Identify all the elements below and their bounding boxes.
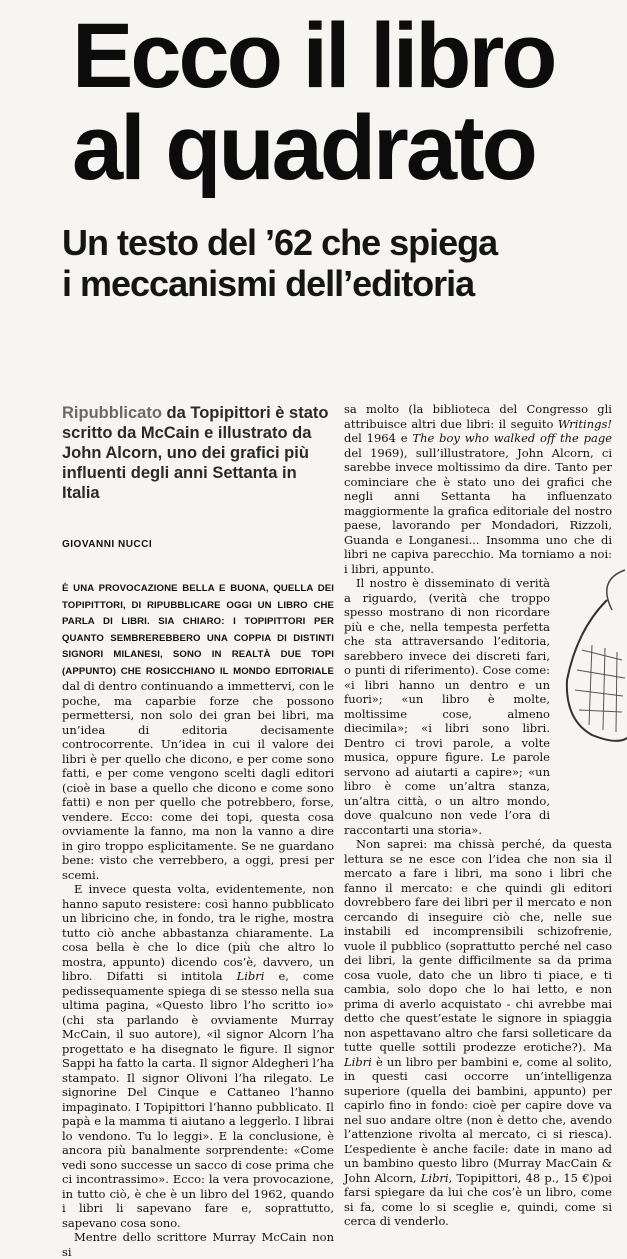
- book-title: Libri: [236, 969, 265, 983]
- article-column-2: [344, 402, 612, 1229]
- book-title: Libri: [344, 1054, 372, 1069]
- book-title: Libri: [420, 1170, 449, 1185]
- column-2-paragraph-2: Il nostro è disseminato di verità a riguardo, (verità che troppo spesso mostrano di non ricordare più e che, nella tempesta perfetta che sta attraversando l’editoria, sarebbero invece dei discreti fari, o punti di riferimento). Cose come: «i libri hanno un dentro e un fuori»; «un libro è molte, moltissime cose, almeno diecimila»; «i libri sono libri. Dentro ci trovi parole, a volte musica, oppure figure. Le parole servono ad aiutarti a capire»; «un libro è come un’altra stanza, un’altra città, o un altro mondo, dove qualcuno non vede l’ora di raccontarti una storia».: [344, 576, 550, 837]
- subheadline-line-1: Un testo del ’62 che spiega: [62, 222, 498, 263]
- illustration-fragment: [537, 560, 627, 790]
- column-2-paragraph-1: [344, 402, 612, 576]
- column-1-paragraph-3: Mentre dello scrittore Murray McCain non si: [62, 1230, 334, 1259]
- paragraph-text: Non saprei: ma chissà perché, da questa lettura se ne esce con l’idea che non sia il mercato a fare i libri, ma sono i libri che fanno il mercato: e che quindi gli editori dovrebbero fare dei libri per il mercato e non cercando di inseguire ciò che, nelle sue instabili ed incomprensibili schizofrenie, vuole il pubblico (soprattutto perché nel caso dei libri, la gente difficilmente sa da prima cosa vuole, dato che un libro ti piace, e ti cambia, solo dopo che lo hai letto, e non prima di averlo acquistato - chi avrebbe mai detto che quest’estate le signore in spiaggia non aspettavano altro che farsi solleticare da tutte quelle sottili prodezze erotiche?). Ma: [344, 837, 612, 1054]
- book-title: The boy who walked off the page: [412, 431, 613, 445]
- headline: [72, 5, 622, 199]
- paragraph-text: dal di dentro continuando a immettervi, con le poche, ma caparbie forze che possono permettersi, non solo dei gran bei libri, ma un’idea di editoria decisamente controcorrente. Un’idea in cui il valore dei libri è per quello che dicono, e per come sono fatti, e per come vengono scelti dagli editori (cioè in base a quello che dicono e come sono fatti) e non per quello che potrebbero, forse, vendere. Ecco: come dei topi, questa cosa ovviamente la fanno, ma non la vanno a dire in giro troppo esplicitamente. Se ne guardano bene: visto che verrebbero, a oggi, presi per scemi.: [62, 679, 334, 882]
- column-1-paragraph-2: [62, 882, 334, 1230]
- paragraph-text: e, come pedissequamente spiega di se stesso nella sua ultima pagina, «Questo libro l’ho scritto io» (chi sta parlando è ovviamente Murray McCain, il suo autore), «il signor Alcorn l’ha progettato e ha disegnato le figure. Il signor Sappi ha fatto la carta. Il signor Aldegheri l’ha stampato. Il signor Olivoni l’ha rilegato. Le signorine Del Cinque e Cattaneo l’hanno impaginato. I Topipittori l’hanno pubblicato. Il papà e la mamma ti aiutano a leggerlo. I librai lo vendono. Tu lo leggi». E la conclusione, è ancora più banalmente sorprendente: «Come vedi sono successe un sacco di cose prima che ci incontrassimo». Ecco: la vera provocazione, in tutto ciò, è che è un libro del 1962, quando i libri li sapevano fare e, soprattutto, sapevano cosa sono.: [62, 969, 334, 1230]
- paragraph-text: del 1969), sull’illustratore, John Alcorn, ci sarebbe invece moltissimo da dire. Tanto per cominciare che è stato uno dei grafici che negli anni Settanta ha influenzato maggiormente la grafica editoriale del nostro paese, lavorando per Mondadori, Rizzoli, Guanda e Longanesi... Insomma uno che di libri ne capiva parecchio. Ma torniamo a noi: i libri, appunto.: [344, 445, 612, 576]
- paragraph-text: sa molto (la biblioteca del Congresso gli attribuisce altri due libri: il seguito: [344, 402, 612, 431]
- lead-highlight: Ripubblicato: [62, 404, 162, 422]
- opening-caps: È UNA PROVOCAZIONE BELLA E BUONA, QUELLA DEI TOPIPITTORI, DI RIPUBBLICARE OGGI UN LIBRO CHE PARLA DI LIBRI. SIA CHIARO: I TOPIPITTORI PER QUANTO SEMBREREBBERO UNA COPPIA DI DISTINTI SIGNORI MILANESI, SONO IN REALTÀ DUE TOPI (APPUNTO) CHE ROSICCHIANO IL MONDO EDITORIALE: [62, 583, 334, 677]
- paragraph-text: del 1964 e: [344, 431, 413, 445]
- paragraph-text: E invece questa volta, evidentemente, non hanno saputo resistere: così hanno pubblicato un libricino che, in fondo, tra le righe, mostra tutto ciò anche abbastanza chiaramente. La cosa bella è che lo dice (più che altro lo mostra, appunto) dicendo cos’è, davvero, un libro. Difatti si intitola: [62, 882, 334, 983]
- headline-line-1: Ecco il libro: [72, 5, 555, 107]
- lead-text: da Topipittori è stato scritto da McCain e illustrato da John Alcorn, uno dei grafici più influenti degli anni Settanta in Italia: [62, 404, 329, 502]
- paragraph-text: , Topipittori, 48 p., 15 €)poi farsi spiegare da lui che cos’è un libro, come si fa, come lo si sceglie e, quindi, come si cerca di venderlo.: [344, 1170, 612, 1228]
- paragraph-text: è un libro per bambini e, come al solito, in questi casi occorre un’intelligenza superiore (quella dei bambini, appunto) per capirlo fino in fondo: cioè per capire dove va nel suo andare oltre (non è detto che, avendo l’attenzione rivolta al mercato, ci si riesca). L’espediente è anche facile: date in mano ad un bambino questo libro (Murray MacCain & John Alcorn,: [344, 1054, 612, 1185]
- author-byline: GIOVANNI NUCCI: [62, 539, 153, 550]
- subheadline-line-2: i meccanismi dell’editoria: [62, 263, 475, 304]
- book-title: Writings!: [557, 416, 612, 431]
- article-column-1: [62, 580, 334, 1259]
- column-1-paragraph-1: [62, 580, 334, 882]
- column-2-paragraph-3: [344, 837, 612, 1229]
- subheadline: [62, 222, 622, 304]
- lead-paragraph: [62, 403, 334, 503]
- headline-line-2: al quadrato: [72, 97, 535, 199]
